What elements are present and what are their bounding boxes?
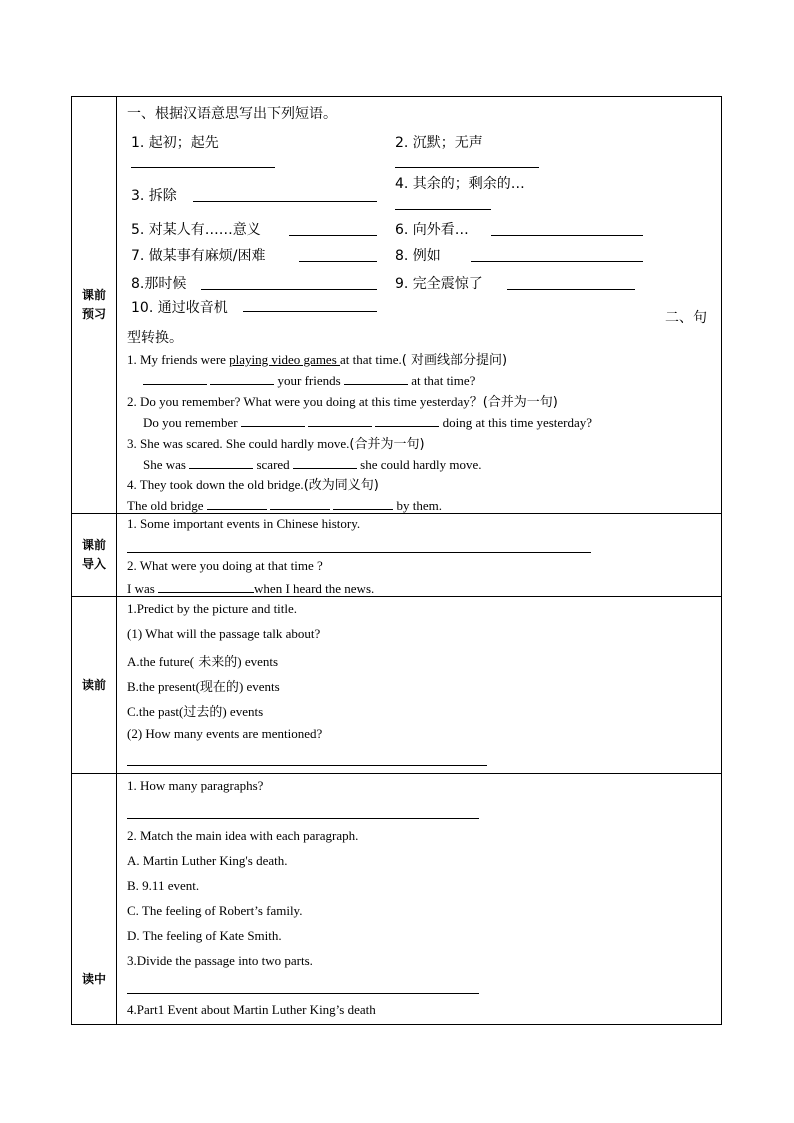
question-1: 1. My friends were playing video games at that time.( 对画线部分提问) [127,352,508,368]
phrase-2-blank[interactable] [395,167,539,168]
phrase-7-blank[interactable] [299,261,377,262]
worksheet-table [71,96,722,1025]
wr-line-5: C. The feeling of Robert’s family. [127,903,303,918]
wr-line-2: 2. Match the main idea with each paragraph. [127,828,359,843]
wr-line-1: 1. How many paragraphs? [127,778,264,793]
wr-line-3: A. Martin Luther King's death. [127,853,288,868]
br-line-1: 1.Predict by the picture and title. [127,601,298,616]
phrase-1: 1. 起初；起先 [131,135,219,151]
phrase-7: 7. 做某事有麻烦/困难 [131,248,266,264]
phrase-10: 10. 通过收音机 [131,300,228,316]
section2-title-b: 型转换。 [127,330,183,346]
phrase-6: 6. 向外看… [395,222,469,238]
br-option-b: B.the present(现在的) events [127,679,280,695]
wr-blank-2[interactable] [127,993,479,994]
q3-blank-1[interactable] [189,454,253,469]
intro-content [117,514,722,597]
q4-blank-3[interactable] [333,495,393,510]
question-3-answer: She was scared she could hardly move. [143,454,481,473]
while-reading-row [72,774,722,1025]
wr-line-4: B. 9.11 event. [127,878,200,893]
preview-content [117,97,722,514]
question-4-answer: The old bridge by them. [127,495,442,514]
phrase-8-blank[interactable] [471,261,643,262]
br-line-2: (1) What will the passage talk about? [127,626,321,641]
phrase-3-blank[interactable] [193,201,377,202]
intro-row [72,514,722,597]
phrase-9-blank[interactable] [507,289,635,290]
q1-blank-2[interactable] [210,370,274,385]
wr-line-7: 3.Divide the passage into two parts. [127,953,313,968]
while-reading-content [117,774,722,1025]
phrase-5-blank[interactable] [289,235,377,236]
phrase-10-blank[interactable] [243,311,377,312]
before-reading-content [117,597,722,774]
q1-blank-3[interactable] [344,370,408,385]
question-4: 4. They took down the old bridge.(改为同义句) [127,477,379,493]
question-3: 3. She was scared. She could hardly move.(合并为一句) [127,436,425,452]
q2-blank-2[interactable] [308,412,372,427]
q3-blank-2[interactable] [293,454,357,469]
question-2: 2. Do you remember? What were you doing at this time yesterday？(合并为一句) [127,394,558,410]
while-reading-label: 读中 [72,774,117,1025]
intro-q1-blank[interactable] [127,552,591,553]
before-reading-label: 读前 [72,597,117,774]
q2-blank-3[interactable] [375,412,439,427]
section1-title: 一、根据汉语意思写出下列短语。 [127,106,337,122]
phrase-2: 2. 沉默；无声 [395,135,483,151]
before-reading-row [72,597,722,774]
phrase-4: 4. 其余的；剩余的… [395,176,525,192]
phrase-8b: 8.那时候 [131,276,187,292]
q2-blank-1[interactable] [241,412,305,427]
phrase-8b-blank[interactable] [201,289,377,290]
phrase-6-blank[interactable] [491,235,643,236]
wr-line-8: 4.Part1 Event about Martin Luther King’s death [127,1002,376,1017]
wr-line-6: D. The feeling of Kate Smith. [127,928,282,943]
intro-question-2-answer: I was when I heard the news. [127,578,374,597]
phrase-5: 5. 对某人有……意义 [131,222,261,238]
br-blank[interactable] [127,765,487,766]
br-option-a: A.the future( 未来的) events [127,654,279,670]
q4-blank-1[interactable] [207,495,267,510]
q1-blank-1[interactable] [143,370,207,385]
wr-blank-1[interactable] [127,818,479,819]
phrase-1-blank[interactable] [131,167,275,168]
intro-label: 课前 导入 [72,514,117,597]
phrase-4-blank[interactable] [395,209,491,210]
preview-label: 课前 预习 [72,97,117,514]
question-2-answer: Do you remember doing at this time yesterday? [143,412,592,431]
intro-question-2: 2. What were you doing at that time ? [127,558,323,573]
q4-blank-2[interactable] [270,495,330,510]
phrase-9: 9. 完全震惊了 [395,276,483,292]
section2-title-a: 二、句 [665,310,707,326]
br-line-6: (2) How many events are mentioned? [127,726,323,741]
br-option-c: C.the past(过去的) events [127,704,264,720]
intro-q2-blank[interactable] [158,578,254,593]
intro-question-1: 1. Some important events in Chinese history. [127,516,361,531]
phrase-3: 3. 拆除 [131,188,177,204]
preview-row [72,97,722,514]
phrase-8: 8. 例如 [395,248,441,264]
question-1-answer: your friends at that time? [143,370,475,389]
